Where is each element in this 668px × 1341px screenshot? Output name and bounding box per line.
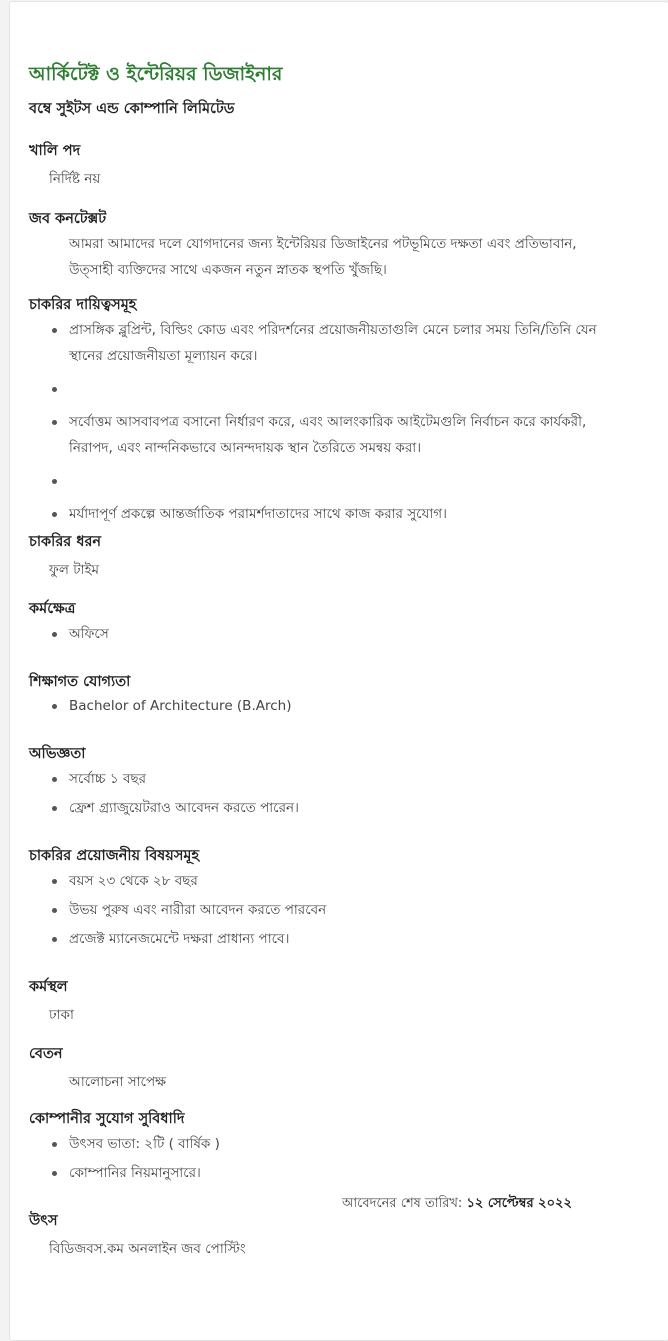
vacancy-value: নির্দিষ্ট নয় [49, 171, 101, 187]
responsibilities-heading: চাকরির দায়িত্বসমূহ [29, 297, 137, 313]
experience-heading: অভিজ্ঞতা [29, 746, 86, 762]
benefits-heading: কোম্পানীর সুযোগ সুবিধাদি [29, 1111, 185, 1127]
list-item: সর্বোত্তম আসবাবপত্র বসানো নির্ধারণ করে, এবং আলংকারিক আইটেমগুলি নির্বাচন করে কার্যকরী, নিরাপদ, এবং নান্দনিকভাবে আনন্দদায়ক স্থান তৈরিতে সমন্বয় করা। [29, 409, 619, 461]
list-item [29, 376, 619, 402]
job-details-card [9, 1, 668, 1341]
job-location-heading: কর্মস্থল [29, 979, 68, 995]
employment-status-value: ফুল টাইম [49, 562, 100, 578]
list-item: মর্যাদাপূর্ণ প্রকল্পে আন্তর্জাতিক পরামর্শদাতাদের সাথে কাজ করার সুযোগ। [29, 501, 619, 527]
list-item: উভয় পুরুষ এবং নারীরা আবেদন করতে পারবেন [29, 897, 619, 923]
education-heading: শিক্ষাগত যোগ্যতা [29, 674, 131, 690]
salary-heading: বেতন [29, 1046, 63, 1062]
list-item: সর্বোচ্চ ১ বছর [29, 766, 619, 792]
workplace-heading: কর্মক্ষেত্র [29, 601, 76, 617]
deadline-date: ১২ সেপ্টেম্বর ২০২২ [466, 1196, 572, 1211]
list-item: প্রাসঙ্গিক ব্লুপ্রিন্ট, বিল্ডিং কোড এবং পরিদর্শনের প্রয়োজনীয়তাগুলি মেনে চলার সময় তিনি/তিনি যেন স্থানের প্রয়োজনীয়তা মূল্যায়ন করে। [29, 317, 619, 369]
job-context-heading: জব কনটেক্সট [29, 211, 107, 227]
company-name: বম্বে সুইটস এন্ড কোম্পানি লিমিটেড [29, 101, 235, 117]
salary-value: আলোচনা সাপেক্ষ [69, 1074, 167, 1090]
benefits-list [29, 1131, 619, 1186]
list-item: ফ্রেশ গ্র্যাজুয়েটরাও আবেদন করতে পারেন। [29, 795, 619, 821]
experience-list [29, 766, 619, 821]
workplace-list [29, 621, 619, 647]
requirements-heading: চাকরির প্রয়োজনীয় বিষয়সমূহ [29, 848, 200, 864]
list-item [29, 468, 619, 494]
list-item: প্রজেক্ট ম্যানেজমেন্টে দক্ষরা প্রাধান্য পাবে। [29, 926, 619, 952]
job-location-value: ঢাকা [49, 1007, 74, 1023]
job-title: আর্কিটেক্ট ও ইন্টেরিয়র ডিজাইনার [29, 63, 283, 85]
responsibilities-list [29, 317, 619, 527]
list-item: বয়স ২৩ থেকে ২৮ বছর [29, 868, 619, 894]
source-heading: উৎস [29, 1213, 58, 1229]
list-item: কোম্পানির নিয়মানুসারে। [29, 1160, 619, 1186]
deadline-label: আবেদনের শেষ তারিখ: [342, 1196, 463, 1211]
list-item: Bachelor of Architecture (B.Arch) [29, 693, 619, 719]
source-value: বিডিজবস.কম অনলাইন জব পোস্টিং [49, 1241, 246, 1257]
education-list [29, 693, 619, 719]
list-item: উৎসব ভাতা: ২টি ( বার্ষিক ) [29, 1131, 619, 1157]
vacancy-heading: খালি পদ [29, 143, 81, 159]
list-item: অফিসে [29, 621, 619, 647]
application-deadline [342, 1194, 572, 1215]
requirements-list [29, 868, 619, 952]
job-context-text: আমরা আমাদের দলে যোগদানের জন্য ইন্টেরিয়র ডিজাইনের পটভূমিতে দক্ষতা এবং প্রতিভাবান, উত্সাহী ব্যক্তিদের সাথে একজন নতুন স্নাতক স্থপতি খুঁজছি। [69, 236, 577, 278]
employment-status-heading: চাকরির ধরন [29, 534, 102, 550]
